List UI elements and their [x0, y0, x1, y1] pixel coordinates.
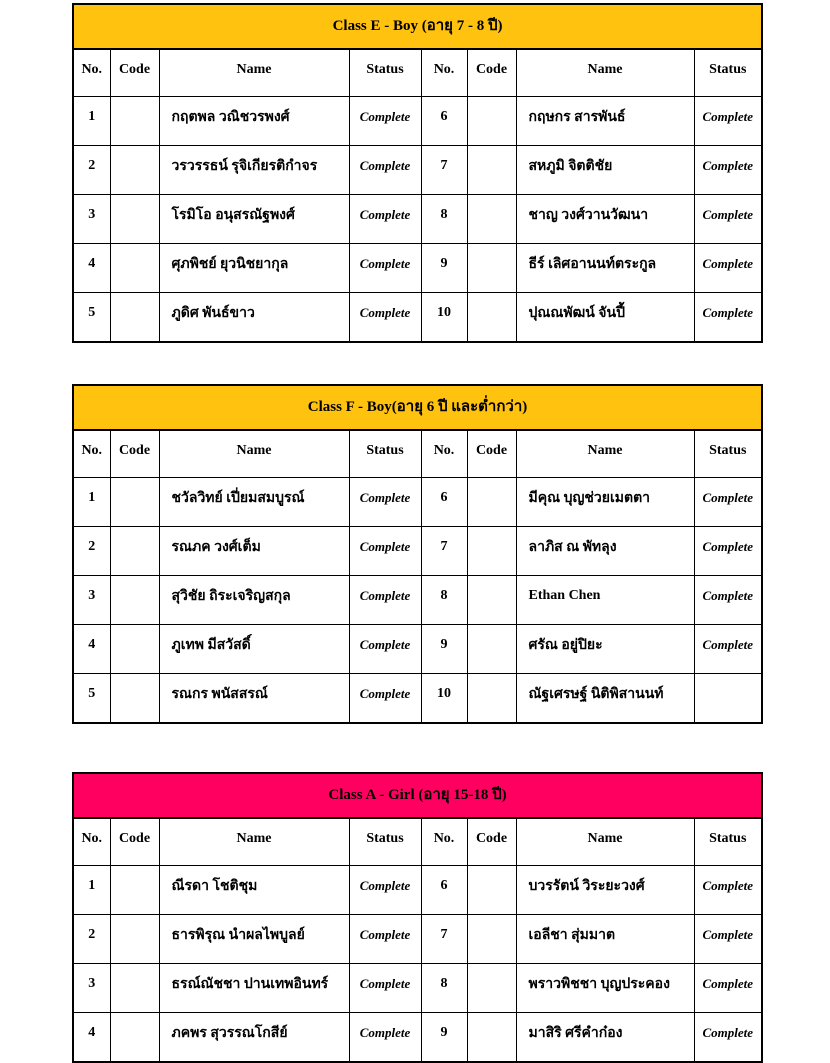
table-row: [73, 915, 762, 964]
column-header-status: Status: [694, 818, 762, 866]
code-cell: [467, 866, 516, 915]
code-cell: [110, 866, 159, 915]
column-header-status: Status: [349, 430, 421, 478]
no-cell: 1: [73, 866, 110, 915]
code-cell: [110, 478, 159, 527]
class-f-boy-table: [72, 384, 763, 724]
code-cell: [110, 1013, 159, 1063]
status-cell: Complete: [349, 625, 421, 674]
name-cell: ชวัลวิทย์ เปี่ยมสมบูรณ์: [159, 478, 349, 527]
name-cell: กฤษกร สารพันธ์: [516, 97, 694, 146]
name-cell: มาสิริ ศรีคำก๋อง: [516, 1013, 694, 1063]
code-cell: [110, 244, 159, 293]
status-cell: Complete: [694, 293, 762, 343]
column-header-name: Name: [159, 430, 349, 478]
code-cell: [467, 576, 516, 625]
status-cell: Complete: [349, 1013, 421, 1063]
name-cell: ณัฐเศรษฐ์ นิติพิสานนท์: [516, 674, 694, 724]
table-row: [73, 964, 762, 1013]
column-header-name: Name: [516, 818, 694, 866]
name-cell: กฤตพล วณิชวรพงศ์: [159, 97, 349, 146]
code-cell: [467, 146, 516, 195]
table-row: [73, 97, 762, 146]
code-cell: [110, 293, 159, 343]
name-cell: ภคพร สุวรรณโกสีย์: [159, 1013, 349, 1063]
code-cell: [467, 1013, 516, 1063]
name-cell: ลาภิส ณ พัทลุง: [516, 527, 694, 576]
table-row: [73, 244, 762, 293]
no-cell: 8: [421, 576, 467, 625]
status-cell: Complete: [349, 866, 421, 915]
no-cell: 1: [73, 478, 110, 527]
column-header-code: Code: [110, 818, 159, 866]
status-cell: Complete: [349, 915, 421, 964]
table-title-row: [73, 4, 762, 49]
column-header-name: Name: [516, 49, 694, 97]
name-cell: รณภค วงศ์เต็ม: [159, 527, 349, 576]
status-cell: Complete: [694, 866, 762, 915]
name-cell: ธารพิรุณ นำผลไพบูลย์: [159, 915, 349, 964]
no-cell: 9: [421, 1013, 467, 1063]
status-cell: [694, 674, 762, 724]
status-cell: Complete: [349, 576, 421, 625]
no-cell: 8: [421, 195, 467, 244]
name-cell: พราวพิชชา บุญประคอง: [516, 964, 694, 1013]
class-title: Class E - Boy (อายุ 7 - 8 ปี): [73, 4, 762, 49]
no-cell: 5: [73, 293, 110, 343]
code-cell: [110, 674, 159, 724]
code-cell: [110, 97, 159, 146]
tables-container: [72, 3, 761, 1063]
column-header-no: No.: [421, 430, 467, 478]
column-header-status: Status: [694, 430, 762, 478]
table-row: [73, 293, 762, 343]
status-cell: Complete: [349, 293, 421, 343]
status-cell: Complete: [694, 97, 762, 146]
class-title: Class A - Girl (อายุ 15-18 ปี): [73, 773, 762, 818]
no-cell: 6: [421, 866, 467, 915]
name-cell: ปุณณพัฒน์ จันปี้: [516, 293, 694, 343]
code-cell: [110, 964, 159, 1013]
no-cell: 2: [73, 915, 110, 964]
status-cell: Complete: [349, 964, 421, 1013]
name-cell: ศุภพิชย์ ยุวนิชยากุล: [159, 244, 349, 293]
table-row: [73, 195, 762, 244]
table-row: [73, 478, 762, 527]
column-header-row: [73, 49, 762, 97]
column-header-no: No.: [73, 49, 110, 97]
no-cell: 4: [73, 244, 110, 293]
code-cell: [467, 97, 516, 146]
table-title-row: [73, 385, 762, 430]
name-cell: รณกร พนัสสรณ์: [159, 674, 349, 724]
name-cell: ชาญ วงศ์วานวัฒนา: [516, 195, 694, 244]
class-a-girl-table: [72, 772, 763, 1063]
no-cell: 1: [73, 97, 110, 146]
status-cell: Complete: [694, 1013, 762, 1063]
column-header-no: No.: [421, 49, 467, 97]
name-cell: ธรณ์ณัชชา ปานเทพอินทร์: [159, 964, 349, 1013]
column-header-code: Code: [467, 430, 516, 478]
no-cell: 3: [73, 964, 110, 1013]
no-cell: 5: [73, 674, 110, 724]
status-cell: Complete: [694, 625, 762, 674]
code-cell: [110, 195, 159, 244]
name-cell: ธีร์ เลิศอานนท์ตระกูล: [516, 244, 694, 293]
no-cell: 7: [421, 527, 467, 576]
name-cell: มีคุณ บุญช่วยเมตตา: [516, 478, 694, 527]
no-cell: 10: [421, 293, 467, 343]
code-cell: [467, 244, 516, 293]
status-cell: Complete: [349, 97, 421, 146]
no-cell: 3: [73, 576, 110, 625]
table-title-row: [73, 773, 762, 818]
status-cell: Complete: [349, 244, 421, 293]
code-cell: [110, 576, 159, 625]
name-cell: โรมิโอ อนุสรณัฐพงศ์: [159, 195, 349, 244]
no-cell: 7: [421, 915, 467, 964]
code-cell: [467, 915, 516, 964]
column-header-name: Name: [159, 49, 349, 97]
code-cell: [110, 146, 159, 195]
code-cell: [110, 527, 159, 576]
name-cell: ณีรดา โชติชุม: [159, 866, 349, 915]
class-e-boy-section: [72, 3, 761, 343]
status-cell: Complete: [694, 195, 762, 244]
no-cell: 4: [73, 1013, 110, 1063]
name-cell: สุวิชัย ถิระเจริญสกุล: [159, 576, 349, 625]
code-cell: [467, 625, 516, 674]
status-cell: Complete: [349, 527, 421, 576]
no-cell: 9: [421, 244, 467, 293]
no-cell: 6: [421, 478, 467, 527]
name-cell: สหภูมิ จิตติชัย: [516, 146, 694, 195]
column-header-status: Status: [349, 818, 421, 866]
name-cell: ศรัณ อยู่ปิยะ: [516, 625, 694, 674]
status-cell: Complete: [349, 146, 421, 195]
code-cell: [467, 293, 516, 343]
table-row: [73, 146, 762, 195]
table-row: [73, 576, 762, 625]
code-cell: [467, 478, 516, 527]
column-header-code: Code: [110, 430, 159, 478]
status-cell: Complete: [694, 146, 762, 195]
column-header-row: [73, 818, 762, 866]
status-cell: Complete: [349, 674, 421, 724]
status-cell: Complete: [694, 915, 762, 964]
table-row: [73, 1013, 762, 1063]
table-row: [73, 625, 762, 674]
class-f-boy-section: [72, 384, 761, 724]
table-row: [73, 674, 762, 724]
code-cell: [467, 674, 516, 724]
class-a-girl-section: [72, 772, 761, 1063]
no-cell: 6: [421, 97, 467, 146]
class-title: Class F - Boy(อายุ 6 ปี และต่ำกว่า): [73, 385, 762, 430]
table-body: [73, 97, 762, 343]
column-header-row: [73, 430, 762, 478]
column-header-no: No.: [73, 430, 110, 478]
no-cell: 7: [421, 146, 467, 195]
code-cell: [467, 964, 516, 1013]
no-cell: 8: [421, 964, 467, 1013]
status-cell: Complete: [694, 576, 762, 625]
name-cell: Ethan Chen: [516, 576, 694, 625]
name-cell: บวรรัตน์ วิระยะวงศ์: [516, 866, 694, 915]
table-body: [73, 866, 762, 1063]
name-cell: เอลีชา สุ่มมาต: [516, 915, 694, 964]
name-cell: ภูเทพ มีสวัสดิ์: [159, 625, 349, 674]
status-cell: Complete: [349, 478, 421, 527]
column-header-code: Code: [467, 49, 516, 97]
column-header-status: Status: [349, 49, 421, 97]
column-header-name: Name: [159, 818, 349, 866]
status-cell: Complete: [694, 527, 762, 576]
no-cell: 9: [421, 625, 467, 674]
no-cell: 3: [73, 195, 110, 244]
column-header-no: No.: [421, 818, 467, 866]
column-header-status: Status: [694, 49, 762, 97]
status-cell: Complete: [694, 244, 762, 293]
name-cell: ภูดิศ พันธ์ขาว: [159, 293, 349, 343]
column-header-code: Code: [110, 49, 159, 97]
column-header-code: Code: [467, 818, 516, 866]
code-cell: [110, 625, 159, 674]
column-header-no: No.: [73, 818, 110, 866]
no-cell: 2: [73, 146, 110, 195]
code-cell: [467, 195, 516, 244]
table-row: [73, 527, 762, 576]
table-body: [73, 478, 762, 724]
name-cell: วรวรรธน์ รุจิเกียรติกำจร: [159, 146, 349, 195]
table-row: [73, 866, 762, 915]
code-cell: [110, 915, 159, 964]
class-e-boy-table: [72, 3, 763, 343]
column-header-name: Name: [516, 430, 694, 478]
status-cell: Complete: [694, 478, 762, 527]
no-cell: 2: [73, 527, 110, 576]
no-cell: 4: [73, 625, 110, 674]
status-cell: Complete: [694, 964, 762, 1013]
no-cell: 10: [421, 674, 467, 724]
status-cell: Complete: [349, 195, 421, 244]
code-cell: [467, 527, 516, 576]
